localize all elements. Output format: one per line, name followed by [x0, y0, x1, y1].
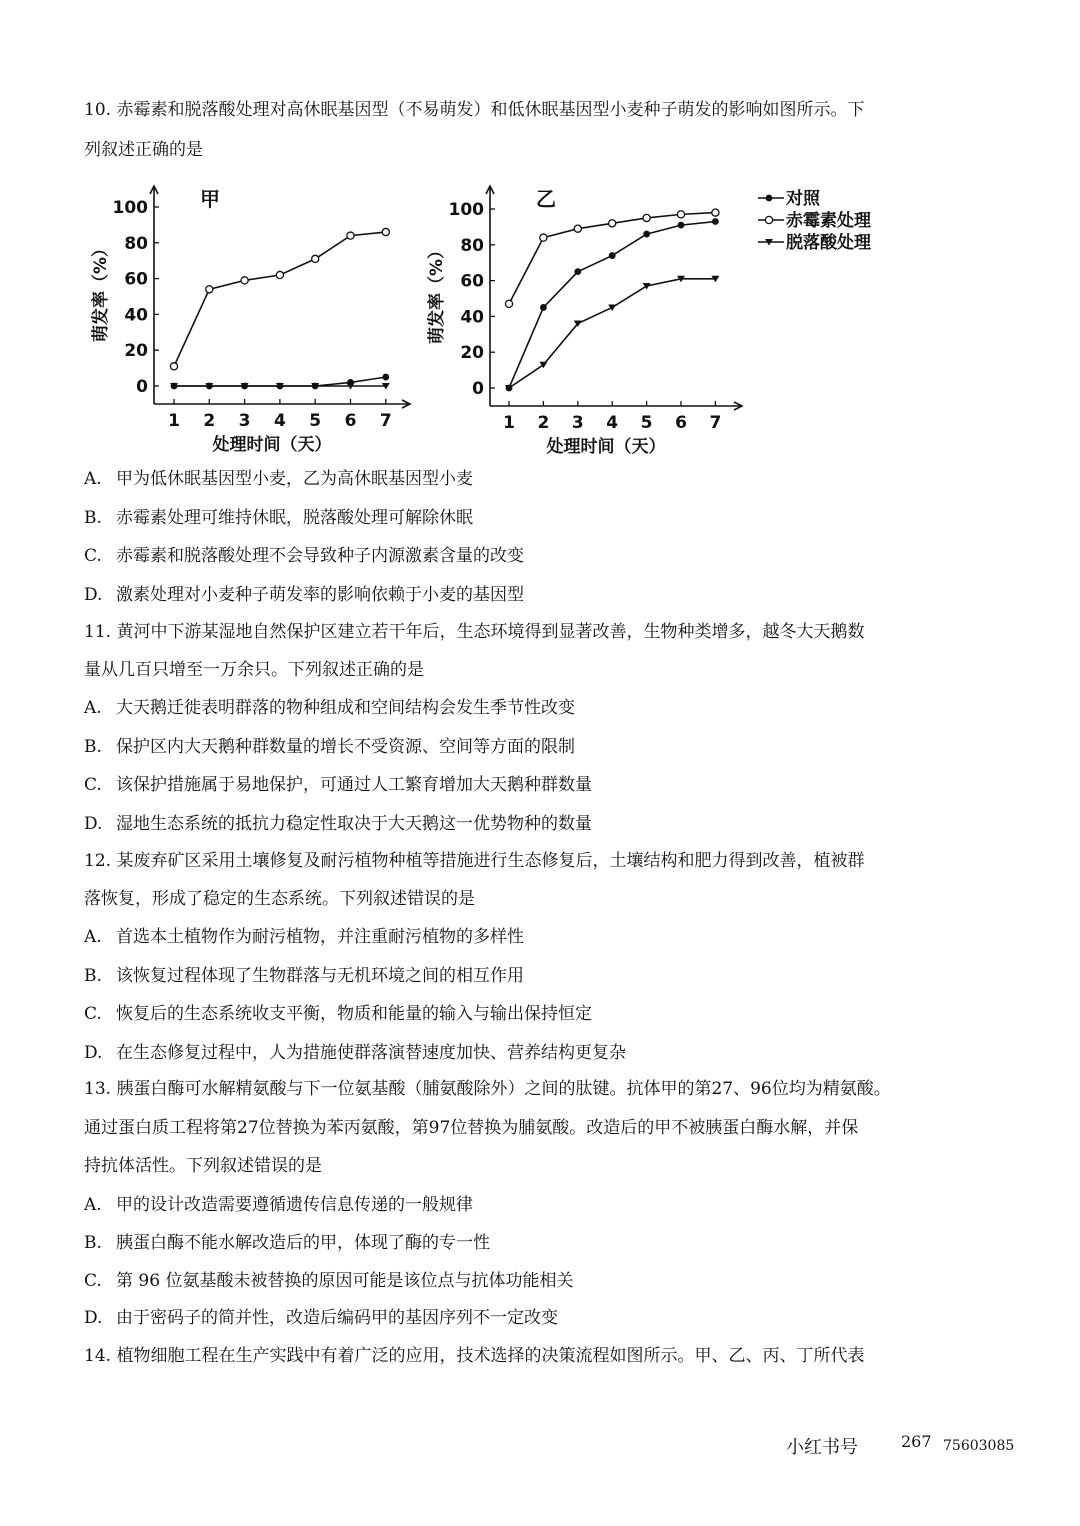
option-key: B. — [84, 508, 102, 528]
y-axis-label: 萌发率（%） — [427, 241, 447, 345]
q12-option-c[interactable] — [84, 1002, 592, 1026]
chart-legend — [758, 188, 872, 253]
data-point — [312, 255, 319, 262]
data-point — [677, 211, 684, 218]
legend-label: 脱落酸处理 — [786, 233, 871, 253]
q11-stem-line2: 量从几百只增至一万余只。下列叙述正确的是 — [84, 660, 424, 680]
data-point — [540, 304, 547, 311]
q11-option-c[interactable] — [84, 773, 592, 797]
y-tick-label: 0 — [472, 379, 484, 399]
x-tick-label: 7 — [379, 411, 392, 431]
q11-option-d[interactable] — [84, 812, 592, 836]
option-text: 甲的设计改造需要遵循遗传信息传递的一般规律 — [116, 1195, 473, 1215]
x-tick-label: 2 — [537, 413, 550, 433]
series-3 — [505, 276, 719, 392]
option-key: C. — [84, 775, 102, 795]
q13-option-b[interactable] — [84, 1231, 490, 1255]
option-key: A. — [84, 1195, 102, 1215]
data-point — [382, 374, 389, 381]
data-point — [276, 271, 283, 278]
option-text: 赤霉素处理可维持休眠，脱落酸处理可解除休眠 — [116, 508, 473, 528]
option-key: B. — [84, 737, 102, 757]
data-point — [608, 304, 616, 311]
y-tick-label: 80 — [124, 233, 148, 254]
footer-brand: 小红书号 — [786, 1437, 858, 1458]
option-key: A. — [84, 927, 102, 947]
q13-stem-line3: 持抗体活性。下列叙述错误的是 — [84, 1156, 322, 1176]
x-axis-label: 处理时间（天） — [212, 435, 332, 455]
q12-option-a[interactable] — [84, 925, 524, 949]
option-text: 由于密码子的简并性，改造后编码甲的基因序列不一定改变 — [116, 1308, 558, 1328]
option-text: 恢复后的生态系统收支平衡，物质和能量的输入与输出保持恒定 — [116, 1004, 592, 1024]
data-point — [609, 252, 616, 259]
q12-stem-line2: 落恢复，形成了稳定的生态系统。下列叙述错误的是 — [84, 889, 475, 909]
option-text: 首选本土植物作为耐污植物，并注重耐污植物的多样性 — [116, 927, 524, 947]
data-point — [206, 286, 213, 293]
option-text: 该保护措施属于易地保护，可通过人工繁育增加大天鹅种群数量 — [116, 775, 592, 795]
option-key: A. — [84, 698, 102, 718]
option-key: C. — [84, 1004, 102, 1024]
q10-option-d[interactable] — [84, 583, 524, 607]
q11-stem-line1: 11. 黄河中下游某湿地自然保护区建立若干年后，生态环境得到显著改善，生物种类增多，越冬大天鹅数 — [84, 622, 865, 642]
q14-stem-line1: 14. 植物细胞工程在生产实践中有着广泛的应用，技术选择的决策流程如图所示。甲、乙、丙、丁所代表 — [84, 1346, 865, 1366]
data-point — [241, 277, 248, 284]
chart-yi — [426, 186, 742, 457]
data-point — [678, 222, 685, 229]
y-tick-label: 40 — [124, 305, 148, 326]
x-axis-label: 处理时间（天） — [546, 437, 666, 457]
option-key: B. — [84, 1233, 102, 1253]
data-point — [574, 268, 581, 275]
option-key: D. — [84, 814, 103, 834]
chart-jia — [90, 186, 410, 455]
x-tick-label: 2 — [203, 411, 216, 431]
option-text: 第 96 位氨基酸未被替换的原因可能是该位点与抗体功能相关 — [116, 1271, 574, 1291]
x-tick-label: 6 — [675, 413, 687, 433]
option-key: C. — [84, 546, 102, 566]
y-axis-label: 萌发率（%） — [91, 239, 111, 343]
data-point — [643, 231, 650, 238]
option-text: 赤霉素和脱落酸处理不会导致种子内源激素含量的改变 — [116, 546, 524, 566]
footer-id: 75603085 — [943, 1438, 1015, 1454]
q10-option-c[interactable] — [84, 544, 524, 568]
q12-option-d[interactable] — [84, 1041, 626, 1065]
q12-option-b[interactable] — [84, 964, 524, 988]
option-text: 在生态修复过程中，人为措施使群落演替速度加快、营养结构更复杂 — [116, 1043, 626, 1063]
data-point — [540, 234, 547, 241]
series-line — [174, 232, 386, 366]
data-point — [382, 228, 389, 235]
option-key: D. — [84, 1308, 103, 1328]
chart-title: 乙 — [536, 187, 556, 211]
option-text: 该恢复过程体现了生物群落与无机环境之间的相互作用 — [116, 966, 524, 986]
y-tick-label: 20 — [124, 341, 148, 362]
legend-label: 对照 — [786, 189, 820, 209]
option-key: A. — [84, 469, 102, 489]
data-point — [643, 214, 650, 221]
q13-option-c[interactable] — [84, 1269, 573, 1293]
q11-option-a[interactable] — [84, 696, 575, 720]
q11-option-b[interactable] — [84, 735, 575, 759]
x-tick-label: 3 — [571, 413, 584, 433]
option-text: 湿地生态系统的抵抗力稳定性取决于大天鹅这一优势物种的数量 — [116, 814, 592, 834]
footer-page-number: 267 — [901, 1432, 932, 1451]
data-point — [347, 232, 354, 239]
option-key: C. — [84, 1271, 102, 1291]
x-tick-label: 5 — [309, 411, 322, 431]
data-point — [170, 363, 177, 370]
option-text: 保护区内大天鹅种群数量的增长不受资源、空间等方面的限制 — [116, 737, 575, 757]
y-tick-label: 100 — [112, 198, 148, 218]
q13-option-d[interactable] — [84, 1306, 558, 1330]
option-text: 大天鹅迁徙表明群落的物种组成和空间结构会发生季节性改变 — [116, 698, 575, 718]
legend-marker — [765, 216, 772, 223]
chart-title: 甲 — [200, 187, 220, 211]
legend-label: 赤霉素处理 — [786, 211, 871, 231]
q10-option-b[interactable] — [84, 506, 473, 530]
y-tick-label: 40 — [460, 307, 484, 328]
series-2 — [170, 228, 389, 369]
x-tick-label: 5 — [640, 413, 653, 433]
data-point — [712, 209, 719, 216]
y-tick-label: 0 — [136, 377, 148, 397]
x-tick-label: 3 — [238, 411, 251, 431]
x-tick-label: 7 — [709, 413, 722, 433]
x-tick-label: 4 — [273, 411, 286, 431]
option-key: B. — [84, 966, 102, 986]
data-point — [712, 218, 719, 225]
option-text: 胰蛋白酶不能水解改造后的甲，体现了酶的专一性 — [116, 1233, 490, 1253]
data-point — [609, 220, 616, 227]
x-tick-label: 1 — [168, 411, 180, 431]
option-text: 激素处理对小麦种子萌发率的影响依赖于小麦的基因型 — [116, 585, 524, 605]
y-tick-label: 80 — [460, 235, 484, 256]
data-point — [505, 300, 512, 307]
x-tick-label: 1 — [503, 413, 515, 433]
option-key: D. — [84, 585, 103, 605]
y-tick-label: 100 — [448, 200, 484, 220]
y-tick-label: 60 — [460, 271, 484, 292]
option-key: D. — [84, 1043, 103, 1063]
q13-stem-line1: 13. 胰蛋白酶可水解精氨酸与下一位氨基酸（脯氨酸除外）之间的肽键。抗体甲的第27、96位均为精氨酸。 — [84, 1079, 891, 1099]
series-line — [509, 279, 715, 388]
legend-marker — [766, 195, 773, 202]
x-tick-label: 4 — [606, 413, 619, 433]
q13-option-a[interactable] — [84, 1193, 473, 1217]
option-text: 甲为低休眠基因型小麦，乙为高休眠基因型小麦 — [116, 469, 473, 489]
q10-stem-line2: 列叙述正确的是 — [84, 140, 203, 160]
q12-stem-line1: 12. 某废弃矿区采用土壤修复及耐污植物种植等措施进行生态修复后，土壤结构和肥力得到改善，植被群 — [84, 851, 865, 871]
x-tick-label: 6 — [344, 411, 357, 431]
q13-stem-line2: 通过蛋白质工程将第27位替换为苯丙氨酸，第97位替换为脯氨酸。改造后的甲不被胰蛋白酶水解，并保 — [84, 1118, 859, 1138]
series-3 — [170, 383, 390, 390]
q10-option-a[interactable] — [84, 467, 473, 491]
y-tick-label: 20 — [460, 343, 484, 364]
data-point — [574, 225, 581, 232]
q10-stem-line1: 10. 赤霉素和脱落酸处理对高休眠基因型（不易萌发）和低休眠基因型小麦种子萌发的影响如图所示。下 — [84, 100, 865, 120]
y-tick-label: 60 — [124, 269, 148, 290]
germination-figure — [80, 178, 980, 468]
